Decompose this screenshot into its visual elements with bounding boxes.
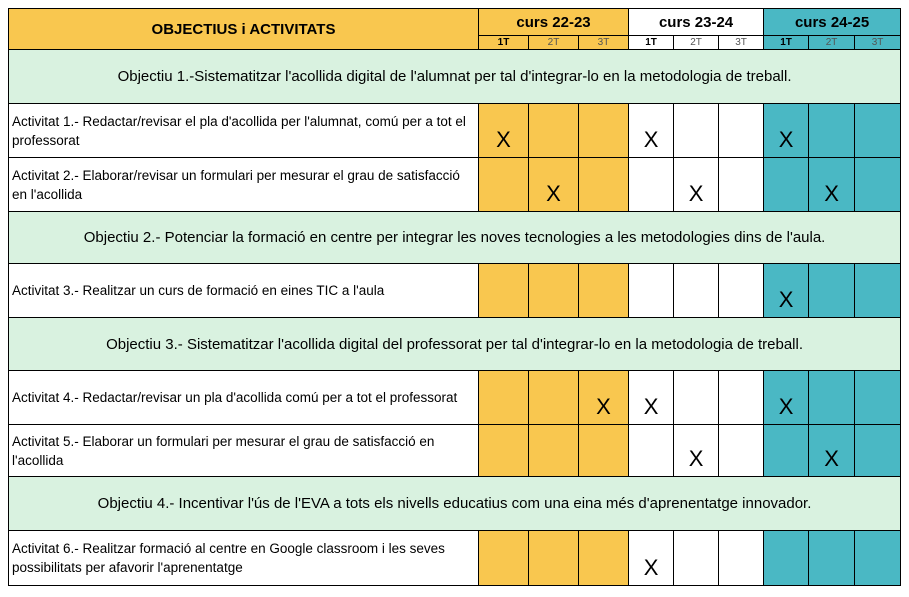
schedule-cell: [764, 531, 809, 586]
schedule-cell: [855, 104, 901, 158]
schedule-cell: [719, 531, 764, 586]
activity-row: [9, 371, 901, 425]
objective-row: [9, 318, 901, 371]
schedule-cell: [579, 531, 629, 586]
term-header: 1T: [764, 36, 809, 50]
schedule-cell: X: [809, 425, 855, 477]
term-header: 3T: [855, 36, 901, 50]
activity-row: [9, 104, 901, 158]
schedule-cell: X: [764, 264, 809, 318]
objective-text: Objectiu 3.- Sistematitzar l'acollida digital del professorat per tal d'integrar-lo en la metodologia de treball.: [9, 318, 901, 371]
schedule-cell: [674, 104, 719, 158]
schedule-cell: X: [674, 425, 719, 477]
objective-text: Objectiu 2.- Potenciar la formació en centre per integrar les noves tecnologies a les metodologies dins de l'aula.: [9, 212, 901, 264]
objectives-header: OBJECTIUS i ACTIVITATS: [9, 9, 479, 50]
term-header: 3T: [579, 36, 629, 50]
schedule-cell: [719, 104, 764, 158]
schedule-cell: [479, 425, 529, 477]
schedule-cell: [809, 104, 855, 158]
schedule-cell: [855, 371, 901, 425]
schedule-cell: [529, 371, 579, 425]
schedule-cell: [855, 264, 901, 318]
schedule-cell: [809, 531, 855, 586]
schedule-cell: [579, 264, 629, 318]
activity-text: Activitat 2.- Elaborar/revisar un formulari per mesurar el grau de satisfacció en l'acollida: [9, 158, 479, 212]
schedule-cell: [529, 425, 579, 477]
activity-row: [9, 531, 901, 586]
activity-text: Activitat 1.- Redactar/revisar el pla d'acollida per l'alumnat, comú per a tot el professorat: [9, 104, 479, 158]
schedule-cell: X: [674, 158, 719, 212]
schedule-cell: [529, 531, 579, 586]
schedule-cell: [855, 158, 901, 212]
schedule-cell: [674, 264, 719, 318]
schedule-cell: [479, 264, 529, 318]
schedule-cell: [719, 158, 764, 212]
term-header: 1T: [479, 36, 529, 50]
year-header-23-24: curs 23-24: [629, 9, 764, 36]
objective-row: [9, 212, 901, 264]
schedule-cell: X: [629, 531, 674, 586]
schedule-cell: [764, 425, 809, 477]
year-header-24-25: curs 24-25: [764, 9, 901, 36]
schedule-cell: X: [809, 158, 855, 212]
schedule-cell: [719, 264, 764, 318]
activity-row: [9, 264, 901, 318]
activity-text: Activitat 3.- Realitzar un curs de formació en eines TIC a l'aula: [9, 264, 479, 318]
schedule-cell: [764, 158, 809, 212]
term-header: 2T: [674, 36, 719, 50]
schedule-cell: X: [479, 104, 529, 158]
schedule-cell: [855, 425, 901, 477]
schedule-cell: [674, 531, 719, 586]
term-header: 2T: [529, 36, 579, 50]
objective-row: [9, 477, 901, 531]
schedule-cell: [674, 371, 719, 425]
schedule-cell: [579, 104, 629, 158]
year-header-22-23: curs 22-23: [479, 9, 629, 36]
schedule-cell: [579, 425, 629, 477]
schedule-cell: [529, 104, 579, 158]
schedule-cell: [529, 264, 579, 318]
activity-text: Activitat 6.- Realitzar formació al centre en Google classroom i les seves possibilitats per afavorir l'aprenentatge: [9, 531, 479, 586]
term-header: 1T: [629, 36, 674, 50]
objective-text: Objectiu 4.- Incentivar l'ús de l'EVA a tots els nivells educatius com una eina més d'aprenentatge innovador.: [9, 477, 901, 531]
term-header: 3T: [719, 36, 764, 50]
schedule-cell: [479, 371, 529, 425]
term-header: 2T: [809, 36, 855, 50]
activity-text: Activitat 4.- Redactar/revisar un pla d'acollida comú per a tot el professorat: [9, 371, 479, 425]
schedule-cell: [809, 371, 855, 425]
schedule-cell: [629, 264, 674, 318]
schedule-cell: X: [629, 104, 674, 158]
planning-table: [8, 8, 901, 586]
schedule-cell: [479, 158, 529, 212]
schedule-cell: [719, 371, 764, 425]
schedule-cell: [479, 531, 529, 586]
schedule-cell: [629, 425, 674, 477]
schedule-cell: X: [764, 371, 809, 425]
planning-table-body: [9, 9, 901, 586]
schedule-cell: [809, 264, 855, 318]
objective-text: Objectiu 1.-Sistematitzar l'acollida digital de l'alumnat per tal d'integrar-lo en la metodologia de treball.: [9, 50, 901, 104]
schedule-cell: [579, 158, 629, 212]
schedule-cell: X: [764, 104, 809, 158]
header-row-years: [9, 9, 901, 36]
schedule-cell: X: [579, 371, 629, 425]
schedule-cell: X: [529, 158, 579, 212]
objective-row: [9, 50, 901, 104]
activity-text: Activitat 5.- Elaborar un formulari per mesurar el grau de satisfacció en l'acollida: [9, 425, 479, 477]
schedule-cell: [629, 158, 674, 212]
schedule-cell: [855, 531, 901, 586]
schedule-cell: [719, 425, 764, 477]
activity-row: [9, 425, 901, 477]
activity-row: [9, 158, 901, 212]
schedule-cell: X: [629, 371, 674, 425]
